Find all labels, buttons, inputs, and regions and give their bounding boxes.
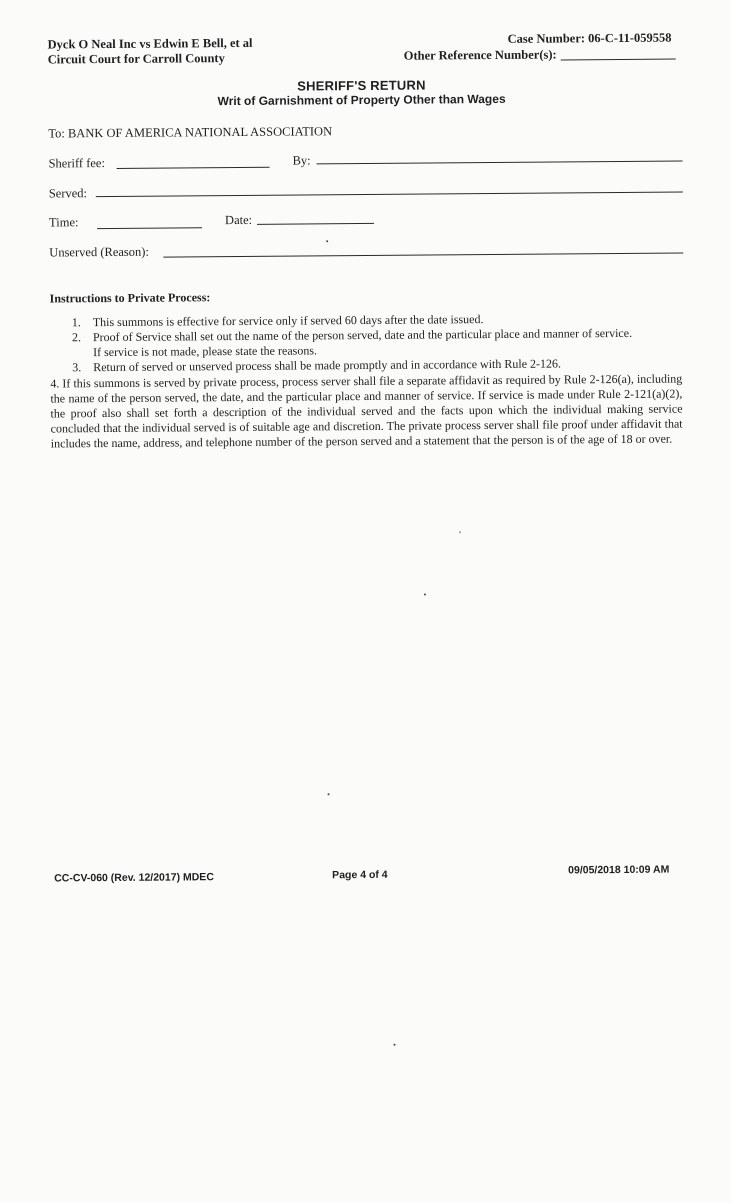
- by-label: By:: [292, 153, 311, 168]
- unserved-label: Unserved (Reason):: [49, 244, 149, 260]
- by-line: [317, 160, 683, 164]
- scan-speck: [424, 594, 426, 596]
- list-item-text: If service is not made, please state the reasons.: [92, 343, 318, 360]
- list-item-text: Proof of Service shall set out the name of the person served, date and the particular place and manner of service.: [92, 325, 633, 345]
- case-number: Case Number: 06-C-11-059558: [507, 30, 672, 46]
- time-label: Time:: [48, 215, 79, 230]
- instructions-list: [72, 310, 692, 375]
- list-item-number: 2.: [71, 330, 81, 345]
- list-item-number: 3.: [72, 360, 82, 375]
- sheriff-fee-line: [117, 167, 270, 169]
- case-title: Dyck O Neal Inc vs Edwin E Bell, et al: [47, 35, 253, 52]
- unserved-line: [163, 252, 683, 257]
- scan-speck: [459, 531, 460, 533]
- instructions-heading: Instructions to Private Process:: [49, 290, 211, 306]
- page-number: Page 4 of 4: [332, 868, 388, 882]
- scan-speck: [328, 793, 330, 795]
- served-label: Served:: [48, 186, 88, 201]
- scan-speck: [393, 1044, 395, 1046]
- garnishee-line: To: BANK OF AMERICA NATIONAL ASSOCIATION: [48, 124, 333, 141]
- sheriff-fee-label: Sheriff fee:: [48, 156, 105, 171]
- document-title: SHERIFF'S RETURN: [297, 77, 426, 94]
- list-item-text: Return of served or unserved process shall be made promptly and in accordance with Rule 2-126.: [93, 356, 562, 375]
- time-line: [97, 227, 202, 229]
- print-timestamp: 09/05/2018 10:09 AM: [568, 863, 670, 877]
- list-item-text: This summons is effective for service only if served 60 days after the date issued.: [92, 312, 484, 330]
- date-label: Date:: [224, 212, 253, 228]
- other-reference-line: [561, 59, 676, 61]
- other-reference-label: Other Reference Number(s):: [403, 47, 557, 63]
- served-line: [96, 191, 683, 197]
- list-item-number: 1.: [71, 315, 81, 330]
- court-name: Circuit Court for Carroll County: [47, 51, 225, 67]
- scan-speck: [326, 240, 328, 242]
- date-line: [257, 223, 374, 225]
- instruction-item-4: 4. If this summons is served by private process, process server shall file a separate affidavit as required by Rule 2-126(a), including the name of the person served, the date, and the particular place and manner of service. If service is made under Rule 2-121(a)(2), the proof also shall set forth a description of the individual served and the facts upon which the individual making service concluded that the individual served is of suitable age and discretion. The private process server shall file proof under affidavit that includes the name, address, and telephone number of the person served and a statement that the person is of the age of 18 or over.: [50, 371, 683, 451]
- form-id: CC-CV-060 (Rev. 12/2017) MDEC: [54, 871, 214, 885]
- document-subtitle: Writ of Garnishment of Property Other than Wages: [217, 91, 506, 109]
